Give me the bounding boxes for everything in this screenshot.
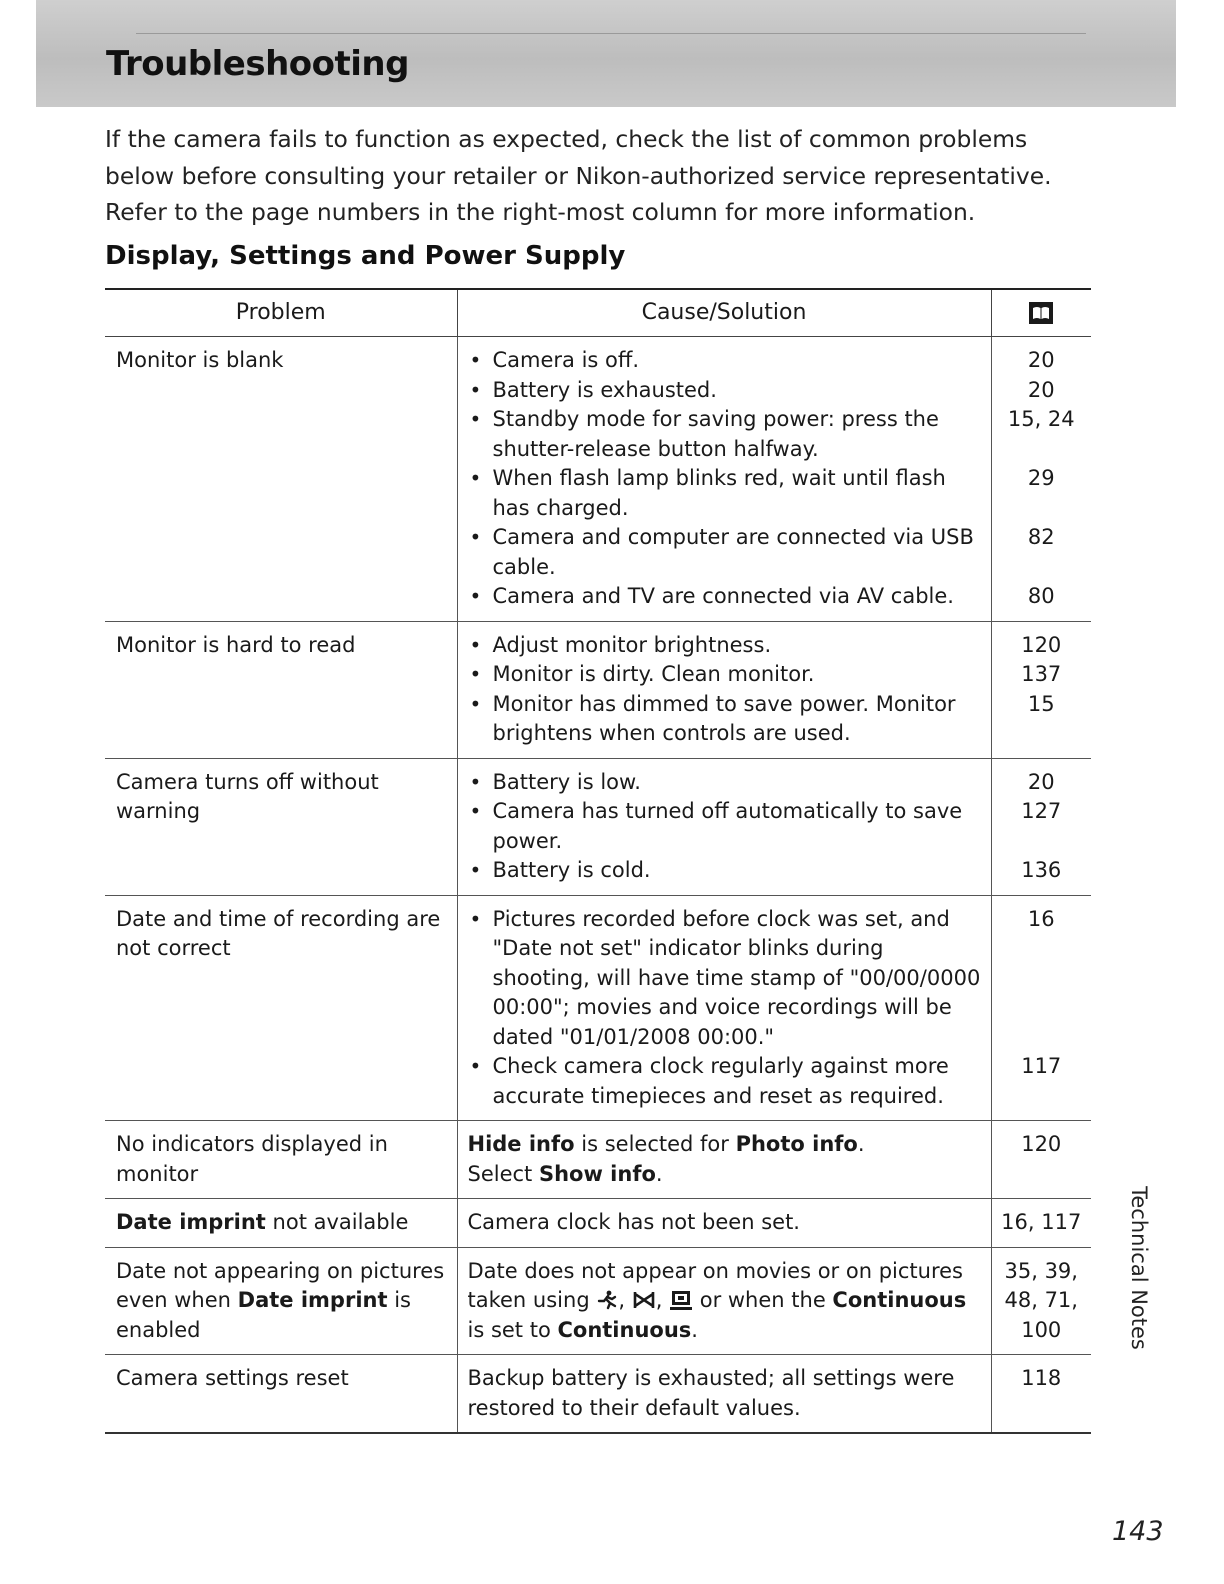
page-ref: 120 <box>1021 1132 1062 1156</box>
page-ref: 118 <box>1021 1366 1062 1390</box>
page-ref-cell <box>991 1247 1091 1355</box>
page-ref-cell <box>991 1121 1091 1199</box>
cause-cell: Backup battery is exhausted; all settings were restored to their default values. <box>457 1355 991 1434</box>
page-ref-spacer <box>996 827 1088 857</box>
cause-item: • Monitor is dirty. Clean monitor. <box>468 660 981 690</box>
cause-item: • Camera has turned off automatically to save power. <box>468 797 981 856</box>
table-header-row <box>105 289 1091 337</box>
page-ref-cell <box>991 1199 1091 1248</box>
problem-cell: Camera settings reset <box>105 1355 457 1434</box>
cause-text: is set to <box>467 1317 558 1342</box>
cause-cell <box>457 621 991 758</box>
page-ref: 20 <box>1027 348 1055 372</box>
problem-cell: Monitor is blank <box>105 337 457 622</box>
cause-text: , <box>655 1288 670 1312</box>
table-row <box>105 895 1091 1121</box>
problem-text: not available <box>265 1210 409 1234</box>
cause-cell <box>457 337 991 622</box>
setting-show-info: Show info <box>538 1161 656 1186</box>
troubleshooting-table <box>105 288 1091 1434</box>
cause-item: • Pictures recorded before clock was set, and "Date not set" indicator blinks during shooting, will have time stamp of "00/00/0000 00:00"; movies and voice recordings will be dated "01/01/2008 00:00." <box>468 905 981 1053</box>
setting-photo-info: Photo info <box>735 1132 858 1156</box>
page-ref-cell <box>991 895 1091 1121</box>
setting-continuous-value: Continuous <box>557 1317 692 1342</box>
panorama-assist-icon <box>633 1290 655 1310</box>
page-ref-cell <box>991 758 1091 895</box>
cause-item: • Monitor has dimmed to save power. Monitor brightens when controls are used. <box>468 690 981 749</box>
header-pages <box>991 289 1091 337</box>
page-ref-spacer <box>996 964 1088 994</box>
sports-mode-icon <box>597 1290 617 1310</box>
page-ref: 15, 24 <box>1007 407 1075 431</box>
setting-date-imprint: Date imprint <box>237 1288 388 1312</box>
page-ref: 137 <box>1021 662 1062 686</box>
page-ref: 82 <box>1027 525 1055 549</box>
problem-cell: Date and time of recording are not correct <box>105 895 457 1121</box>
page-ref: 35, 39, <box>1004 1258 1078 1283</box>
header-problem: Problem <box>105 289 457 337</box>
table-row <box>105 758 1091 895</box>
museum-mode-icon <box>670 1290 692 1310</box>
page-ref: 136 <box>1021 858 1062 882</box>
page-ref: 15 <box>1027 691 1055 716</box>
page-number: 143 <box>1112 1516 1164 1547</box>
cause-text: . <box>691 1317 698 1342</box>
table-row <box>105 1247 1091 1355</box>
page-ref: 120 <box>1021 632 1062 657</box>
page-ref-spacer <box>996 553 1088 583</box>
section-title: Display, Settings and Power Supply <box>105 241 626 271</box>
intro-paragraph: If the camera fails to function as expected, check the list of common problems below before consulting your retailer or Nikon-authorized service representative. Refer to the page numbers in the right-most column for more information. <box>105 125 1052 226</box>
page-ref-spacer <box>996 494 1088 524</box>
cause-item: • Battery is cold. <box>468 856 981 886</box>
cause-cell: Camera clock has not been set. <box>457 1199 991 1248</box>
setting-date-imprint: Date imprint <box>116 1210 266 1234</box>
table-row <box>105 1199 1091 1248</box>
page-ref-spacer <box>996 435 1088 465</box>
cause-cell <box>457 895 991 1121</box>
table-row <box>105 337 1091 622</box>
cause-cell <box>457 758 991 895</box>
page-ref: 16 <box>1027 906 1055 931</box>
cause-text: Date does not appear on movies or on pictures taken using <box>467 1258 963 1312</box>
table-row <box>105 1121 1091 1199</box>
banner-rule <box>136 33 1086 34</box>
problem-text: is enabled <box>116 1288 411 1342</box>
header-banner <box>36 0 1176 107</box>
cause-item: • Camera and TV are connected via AV cable. <box>468 582 981 612</box>
page-title: Troubleshooting <box>106 44 409 84</box>
cause-item: • Standby mode for saving power: press the shutter-release button halfway. <box>468 405 981 464</box>
problem-cell <box>105 1247 457 1355</box>
cause-text: or when the <box>693 1288 833 1312</box>
page-ref-cell <box>991 621 1091 758</box>
table-row <box>105 1355 1091 1434</box>
page-ref: 20 <box>1027 377 1055 402</box>
page-ref: 20 <box>1027 769 1055 794</box>
cause-text: . <box>655 1161 663 1186</box>
cause-item: • When flash lamp blinks red, wait until flash has charged. <box>468 464 981 523</box>
page-ref: 100 <box>1021 1317 1062 1342</box>
cause-text: is selected for <box>574 1132 736 1156</box>
side-tab-label: Technical Notes <box>1127 1186 1151 1350</box>
cause-item: • Camera is off. <box>468 346 981 376</box>
problem-cell: Camera turns off without warning <box>105 758 457 895</box>
side-tab-technical-notes <box>1126 1186 1152 1350</box>
cause-item: • Camera and computer are connected via USB cable. <box>468 523 981 582</box>
page-ref-spacer <box>996 993 1088 1023</box>
header-cause-solution: Cause/Solution <box>457 289 991 337</box>
table-row <box>105 621 1091 758</box>
setting-hide-info: Hide info <box>467 1132 575 1156</box>
problem-cell <box>105 1199 457 1248</box>
page-ref-cell <box>991 1355 1091 1434</box>
cause-text: Select <box>467 1161 539 1186</box>
page-ref: 80 <box>1027 584 1055 608</box>
page-ref: 48, 71, <box>1004 1288 1078 1312</box>
page-ref-cell <box>991 337 1091 622</box>
book-reference-icon <box>1029 302 1053 324</box>
page-ref-spacer <box>996 1023 1088 1053</box>
problem-cell: Monitor is hard to read <box>105 621 457 758</box>
cause-item: • Check camera clock regularly against more accurate timepieces and reset as required. <box>468 1052 981 1111</box>
page-ref: 127 <box>1021 799 1062 823</box>
cause-item: • Battery is low. <box>468 768 981 798</box>
page-ref-spacer <box>996 934 1088 964</box>
page-ref: 117 <box>1021 1054 1062 1078</box>
cause-item: • Battery is exhausted. <box>468 376 981 406</box>
problem-cell: No indicators displayed in monitor <box>105 1121 457 1199</box>
page-ref: 29 <box>1027 466 1055 490</box>
cause-item: • Adjust monitor brightness. <box>468 631 981 661</box>
setting-continuous: Continuous <box>832 1288 967 1312</box>
cause-text: . <box>857 1132 865 1156</box>
problem-text: Date not appearing on pictures even when <box>116 1258 445 1312</box>
cause-cell <box>457 1121 991 1199</box>
page-ref: 16, 117 <box>1001 1210 1082 1234</box>
cause-text: , <box>618 1288 632 1312</box>
cause-cell <box>457 1247 991 1355</box>
